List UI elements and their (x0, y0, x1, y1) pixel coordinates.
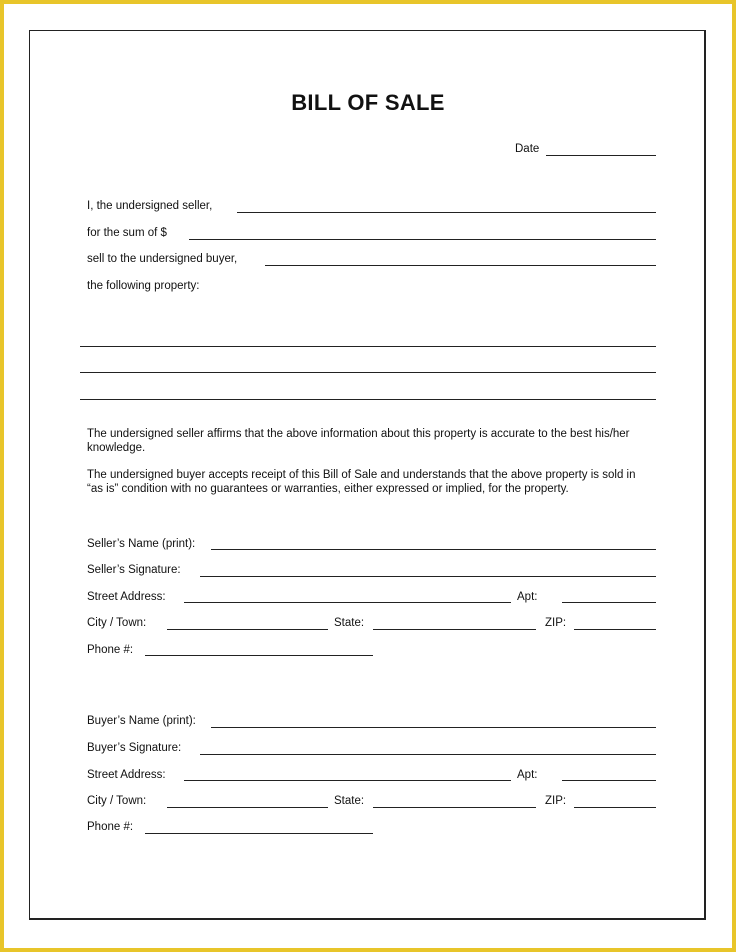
buyer-apt-field[interactable] (562, 780, 656, 781)
property-field-line-1[interactable] (80, 346, 656, 347)
buyer-street-field[interactable] (184, 780, 511, 781)
buyer-city-field[interactable] (167, 807, 328, 808)
buyer-field[interactable] (265, 265, 656, 266)
seller-name-field[interactable] (211, 549, 656, 550)
sum-label: for the sum of $ (87, 227, 167, 239)
seller-apt-label: Apt: (517, 591, 538, 603)
property-field-line-3[interactable] (80, 399, 656, 400)
form-title: BILL OF SALE (291, 90, 445, 115)
buyer-statement-label: sell to the undersigned buyer, (87, 253, 238, 265)
seller-statement-label: I, the undersigned seller, (87, 200, 213, 212)
seller-apt-field[interactable] (562, 602, 656, 603)
buyer-apt-label: Apt: (517, 769, 538, 781)
seller-state-field[interactable] (373, 629, 536, 630)
seller-street-field[interactable] (184, 602, 511, 603)
sum-field[interactable] (189, 239, 656, 240)
property-label: the following property: (87, 280, 200, 292)
date-field[interactable] (546, 155, 656, 156)
buyer-zip-label: ZIP: (545, 795, 567, 807)
seller-signature-field[interactable] (200, 576, 656, 577)
seller-phone-label: Phone #: (87, 644, 134, 656)
seller-phone-field[interactable] (145, 655, 373, 656)
seller-zip-field[interactable] (574, 629, 656, 630)
seller-city-label: City / Town: (87, 617, 147, 629)
seller-state-label: State: (334, 617, 365, 629)
date-label: Date (515, 143, 540, 155)
seller-city-field[interactable] (167, 629, 328, 630)
seller-signature-label: Seller’s Signature: (87, 564, 181, 576)
buyer-acceptance-text: The undersigned buyer accepts receipt of this Bill of Sale and understands that the above property is sold in “as is” condition with no guarantees or warranties, either expressed or implied, for the property. (87, 469, 636, 495)
buyer-phone-field[interactable] (145, 833, 373, 834)
seller-affirmation-text: The undersigned seller affirms that the above information about this property is accurate to the best his/her knowledge. (87, 428, 630, 454)
buyer-state-field[interactable] (373, 807, 536, 808)
buyer-state-label: State: (334, 795, 365, 807)
buyer-name-label: Buyer’s Name (print): (87, 715, 196, 727)
seller-zip-label: ZIP: (545, 617, 567, 629)
buyer-phone-label: Phone #: (87, 821, 134, 833)
buyer-name-field[interactable] (211, 727, 656, 728)
buyer-signature-field[interactable] (200, 754, 656, 755)
property-field-line-2[interactable] (80, 372, 656, 373)
buyer-signature-label: Buyer’s Signature: (87, 742, 182, 754)
buyer-zip-field[interactable] (574, 807, 656, 808)
seller-street-label: Street Address: (87, 591, 166, 603)
buyer-city-label: City / Town: (87, 795, 147, 807)
seller-field[interactable] (237, 212, 656, 213)
buyer-street-label: Street Address: (87, 769, 166, 781)
seller-name-label: Seller’s Name (print): (87, 538, 196, 550)
